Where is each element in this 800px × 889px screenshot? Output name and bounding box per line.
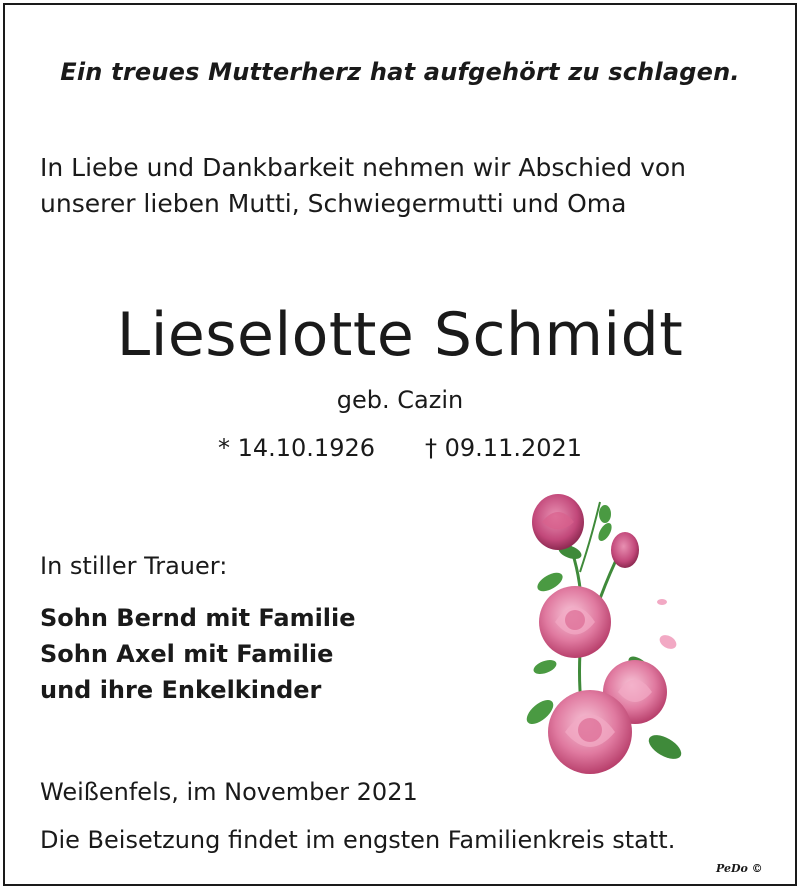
life-dates	[0, 434, 800, 462]
place-and-date: Weißenfels, im November 2021	[40, 778, 418, 806]
roses-decoration	[510, 482, 700, 782]
maiden-name: geb. Cazin	[336, 386, 464, 414]
birth-date: * 14.10.1926	[217, 434, 375, 462]
mourning-label: In stiller Trauer:	[40, 552, 228, 580]
motto-heading: Ein treues Mutterherz hat aufgehört zu schlagen.	[60, 58, 740, 86]
mourners-list	[40, 600, 356, 708]
mourner-item: und ihre Enkelkinder	[40, 676, 322, 704]
intro-line-1: In Liebe und Dankbarkeit nehmen wir Abschied von	[40, 153, 687, 182]
mourner-item: Sohn Bernd mit Familie	[40, 604, 356, 632]
signature-mark: PeDo ©	[716, 862, 763, 875]
mourner-item: Sohn Axel mit Familie	[40, 640, 334, 668]
deceased-name: Lieselotte Schmidt	[116, 300, 684, 370]
intro-text	[40, 150, 780, 222]
death-date: † 09.11.2021	[425, 434, 583, 462]
burial-note: Die Beisetzung findet im engsten Familienkreis statt.	[40, 826, 676, 854]
intro-line-2: unserer lieben Mutti, Schwiegermutti und Oma	[40, 189, 627, 218]
